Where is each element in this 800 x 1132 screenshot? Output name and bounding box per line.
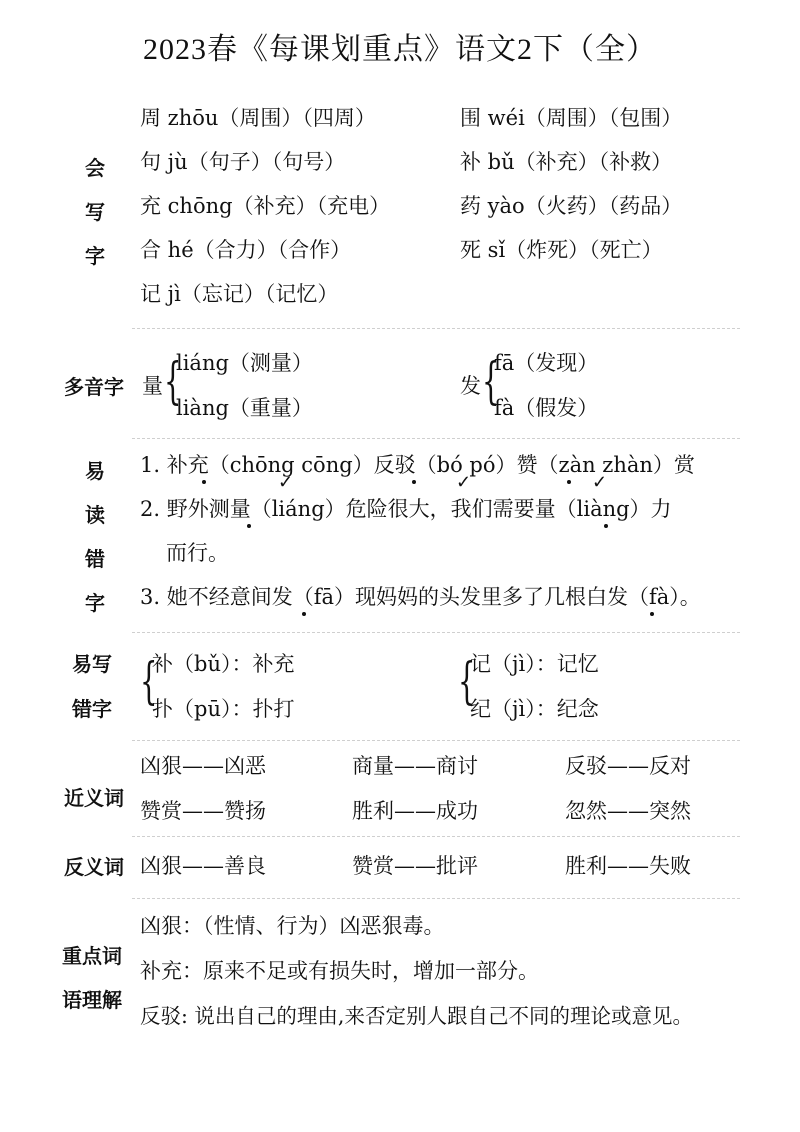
antonyms-label: 反义词 bbox=[64, 855, 124, 879]
write-char-right-1: 围 wéi（周围）（包围） bbox=[460, 106, 683, 130]
write-char-right-2: 补 bǔ（补充）（补救） bbox=[460, 150, 673, 174]
miswrite-item-1a: 补（bǔ）：补充 bbox=[152, 652, 295, 676]
write-char-right-3: 药 yào（火药）（药品） bbox=[460, 194, 683, 218]
misread-line-1: 1. 补充（chōng cōng）反驳（bó pó）赞（zàn zhàn）赏 bbox=[140, 453, 695, 477]
emphasis-dot bbox=[412, 480, 416, 484]
miswrite-label-1: 易写 bbox=[72, 652, 112, 676]
key-word-def-2: 补充：原来不足或有损失时，增加一部分。 bbox=[140, 959, 539, 983]
divider bbox=[132, 740, 740, 741]
polyphone-char-1: 量 bbox=[142, 374, 163, 398]
miswrite-item-1b: 扑（pū）：扑打 bbox=[152, 697, 295, 721]
polyphone-item-1b: liàng（重量） bbox=[176, 396, 313, 420]
brace-icon: { bbox=[140, 652, 158, 710]
write-char-left-4: 合 hé（合力）（合作） bbox=[140, 238, 352, 262]
misread-label-4: 字 bbox=[85, 591, 105, 615]
check-mark-icon: ✓ bbox=[456, 472, 472, 493]
miswrite-item-2a: 记（jì）：记忆 bbox=[470, 652, 599, 676]
misread-line-3: 而行。 bbox=[166, 541, 229, 565]
page-title: 2023春《每课划重点》语文2下（全） bbox=[143, 33, 657, 66]
emphasis-dot bbox=[650, 612, 654, 616]
write-chars-label-2: 写 bbox=[85, 200, 105, 224]
synonym-6: 忽然——突然 bbox=[565, 799, 691, 823]
miswrite-item-2b: 纪（jì）：纪念 bbox=[470, 697, 599, 721]
synonyms-label: 近义词 bbox=[64, 786, 124, 810]
misread-line-4: 3. 她不经意间发（fā）现妈妈的头发里多了几根白发（fà）。 bbox=[140, 585, 701, 609]
key-words-label-1: 重点词 bbox=[62, 944, 122, 968]
synonym-1: 凶狠——凶恶 bbox=[140, 754, 266, 778]
emphasis-dot bbox=[567, 480, 571, 484]
polyphone-label: 多音字 bbox=[64, 375, 124, 399]
write-chars-label-3: 字 bbox=[85, 244, 105, 268]
write-char-right-4: 死 sǐ（炸死）（死亡） bbox=[460, 238, 663, 262]
brace-icon: { bbox=[164, 352, 182, 410]
emphasis-dot bbox=[302, 612, 306, 616]
antonym-2: 赞赏——批评 bbox=[352, 854, 478, 878]
divider bbox=[132, 632, 740, 633]
divider bbox=[132, 898, 740, 899]
key-word-def-3: 反驳: 说出自己的理由,来否定别人跟自己不同的理论或意见。 bbox=[140, 1004, 693, 1028]
synonym-2: 商量——商讨 bbox=[352, 754, 478, 778]
polyphone-char-2: 发 bbox=[460, 374, 481, 398]
write-char-left-1: 周 zhōu（周围）（四周） bbox=[140, 106, 376, 130]
synonym-3: 反驳——反对 bbox=[565, 754, 691, 778]
write-chars-label-1: 会 bbox=[85, 156, 105, 180]
check-mark-icon: ✓ bbox=[592, 472, 608, 493]
misread-label-3: 错 bbox=[85, 547, 105, 571]
synonym-4: 赞赏——赞扬 bbox=[140, 799, 266, 823]
check-mark-icon: ✓ bbox=[278, 472, 294, 493]
divider bbox=[132, 328, 740, 329]
polyphone-item-2b: fà（假发） bbox=[494, 396, 599, 420]
brace-icon: { bbox=[482, 352, 500, 410]
antonym-1: 凶狠——善良 bbox=[140, 854, 266, 878]
misread-label-2: 读 bbox=[85, 503, 105, 527]
misread-label-1: 易 bbox=[85, 459, 105, 483]
synonym-5: 胜利——成功 bbox=[352, 799, 478, 823]
emphasis-dot bbox=[202, 480, 206, 484]
brace-icon: { bbox=[458, 652, 476, 710]
divider bbox=[132, 836, 740, 837]
emphasis-dot bbox=[604, 524, 608, 528]
emphasis-dot bbox=[247, 524, 251, 528]
key-words-label-2: 语理解 bbox=[62, 988, 122, 1012]
write-char-left-5: 记 jì（忘记）（记忆） bbox=[140, 282, 339, 306]
misread-line-2: 2. 野外测量（liáng）危险很大，我们需要量（liàng）力 bbox=[140, 497, 672, 521]
polyphone-item-2a: fā（发现） bbox=[494, 351, 599, 375]
divider bbox=[132, 438, 740, 439]
miswrite-label-2: 错字 bbox=[72, 697, 112, 721]
polyphone-item-1a: liáng（测量） bbox=[176, 351, 313, 375]
write-char-left-2: 句 jù（句子）（句号） bbox=[140, 150, 346, 174]
antonym-3: 胜利——失败 bbox=[565, 854, 691, 878]
write-char-left-3: 充 chōng（补充）（充电） bbox=[140, 194, 391, 218]
key-word-def-1: 凶狠：（性情、行为）凶恶狠毒。 bbox=[140, 914, 445, 938]
